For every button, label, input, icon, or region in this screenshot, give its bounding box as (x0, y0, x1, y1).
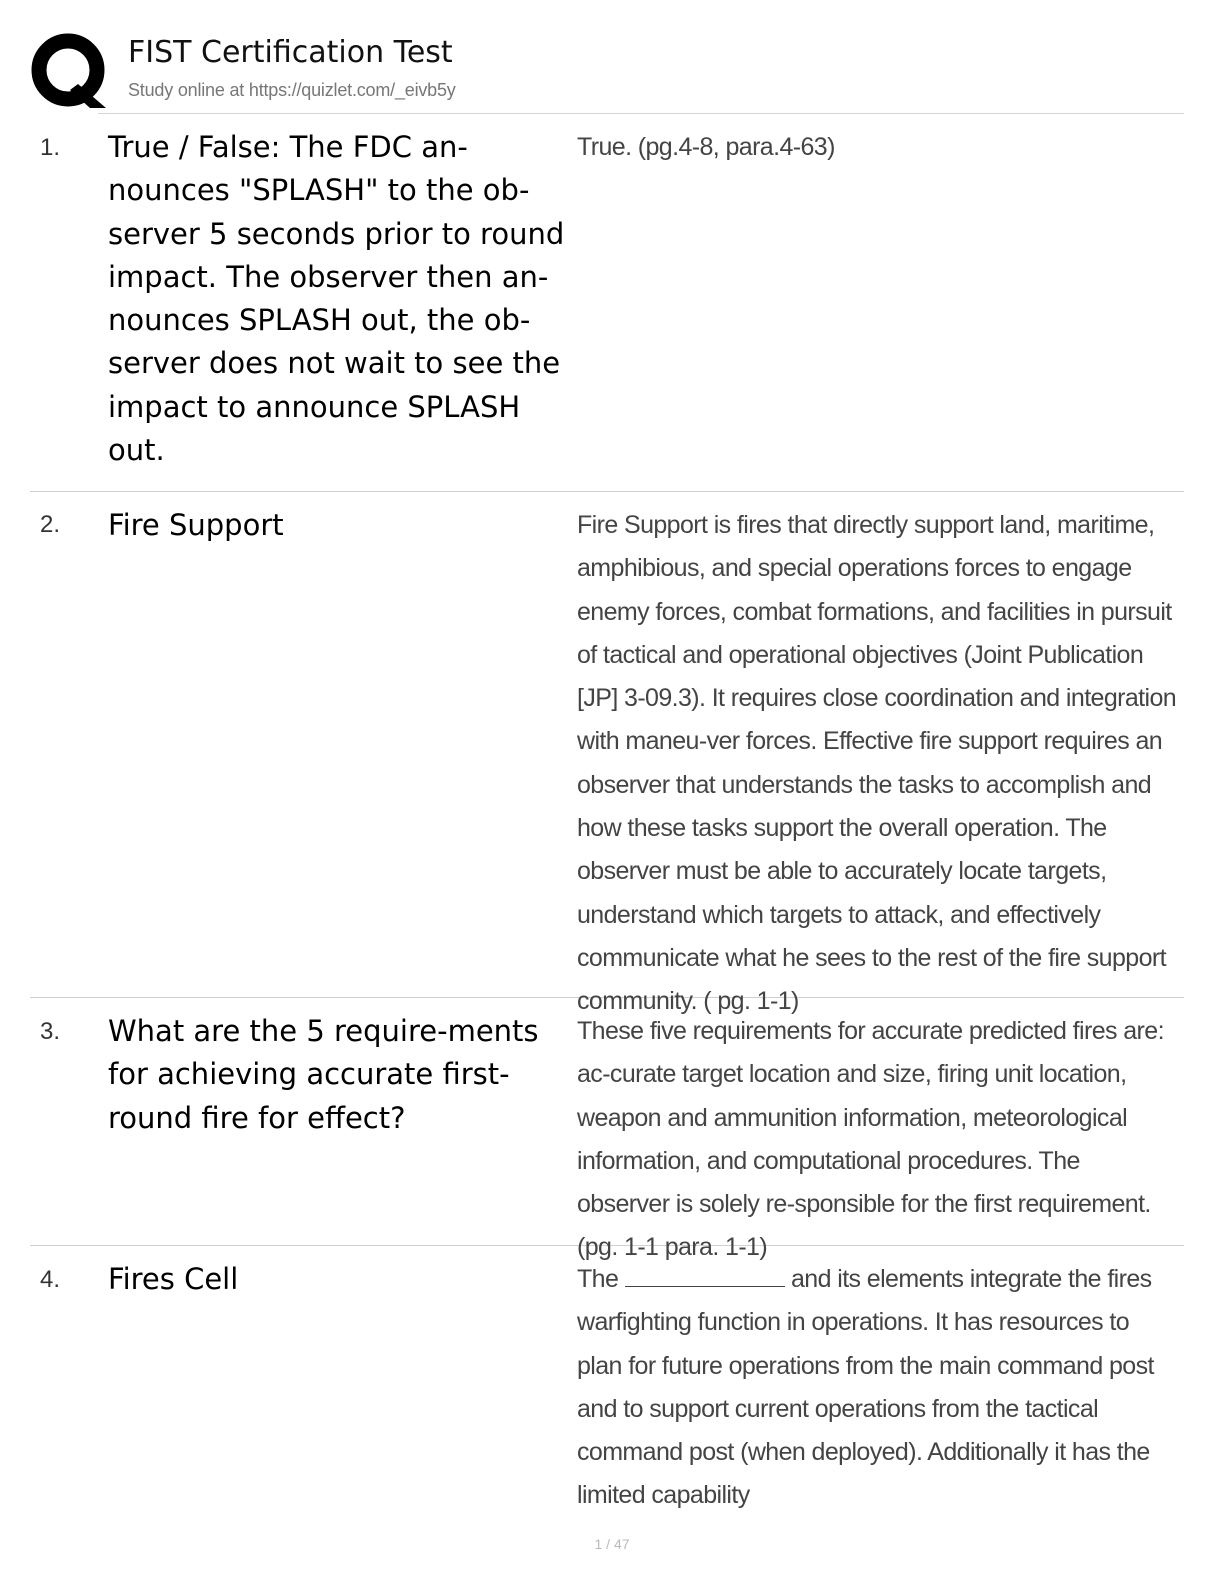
card-number: 2. (40, 511, 61, 538)
card-definition: Fire Support is fires that directly support land, maritime, amphibious, and special operations forces to engage enemy forces, combat formations, and facilities in pursuit of tactical and operational objectives (Joint Publication [JP] 3-09.3). It requires close coordination and integration with maneu-ver forces. Effective fire support requires an observer that understands the tasks to accomplish and how these tasks support the overall operation. The observer must be able to accurately locate targets, understand which targets to attack, and effectively communicate what he sees to the rest of the fire support community. ( pg. 1-1) (577, 511, 1177, 1016)
card-term: What are the 5 require-ments for achieving accurate first-round fire for effect? (108, 1014, 539, 1135)
definition-lead: The (577, 1265, 619, 1293)
card-term: True / False: The FDC an-nounces "SPLASH" to the ob-server 5 seconds prior to round impact. The observer then an-nounces SPLASH out, the ob-server does not wait to see the impact to announce SPLASH out. (108, 130, 565, 468)
flashcard-list (30, 114, 1184, 1510)
flashcard-4 (30, 1246, 1184, 1510)
card-number: 3. (40, 1018, 61, 1045)
card-number: 1. (40, 134, 61, 161)
definition-rest: and its elements integrate the fires warfighting function in operations. It has resources to plan for future operations from the main command post and to support current operations from the tactical command post (when deployed). Additionally it has the limited capability (577, 1265, 1154, 1510)
flashcard-2 (30, 492, 1184, 1016)
quizlet-logo-icon (30, 32, 110, 112)
fill-in-blank (625, 1262, 785, 1287)
card-term: Fire Support (108, 508, 284, 542)
page-number: 1 / 47 (594, 1536, 630, 1552)
card-term: Fires Cell (108, 1262, 239, 1296)
card-definition: True. (pg.4-8, para.4-63) (577, 133, 835, 161)
card-definition (577, 1258, 1177, 1518)
flashcard-3 (30, 998, 1184, 1262)
page-header (30, 28, 1184, 114)
study-online-link[interactable]: Study online at https://quizlet.com/_eivb5y (128, 80, 456, 100)
flashcard-1 (30, 114, 1184, 492)
card-number: 4. (40, 1266, 61, 1293)
card-definition: These five requirements for accurate predicted fires are: ac-curate target location and size, firing unit location, weapon and ammunition information, meteorological information, and computational procedures. The observer is solely re-sponsible for the first requirement. (pg. 1-1 para. 1-1) (577, 1017, 1164, 1262)
set-title: FIST Certification Test (128, 35, 453, 70)
